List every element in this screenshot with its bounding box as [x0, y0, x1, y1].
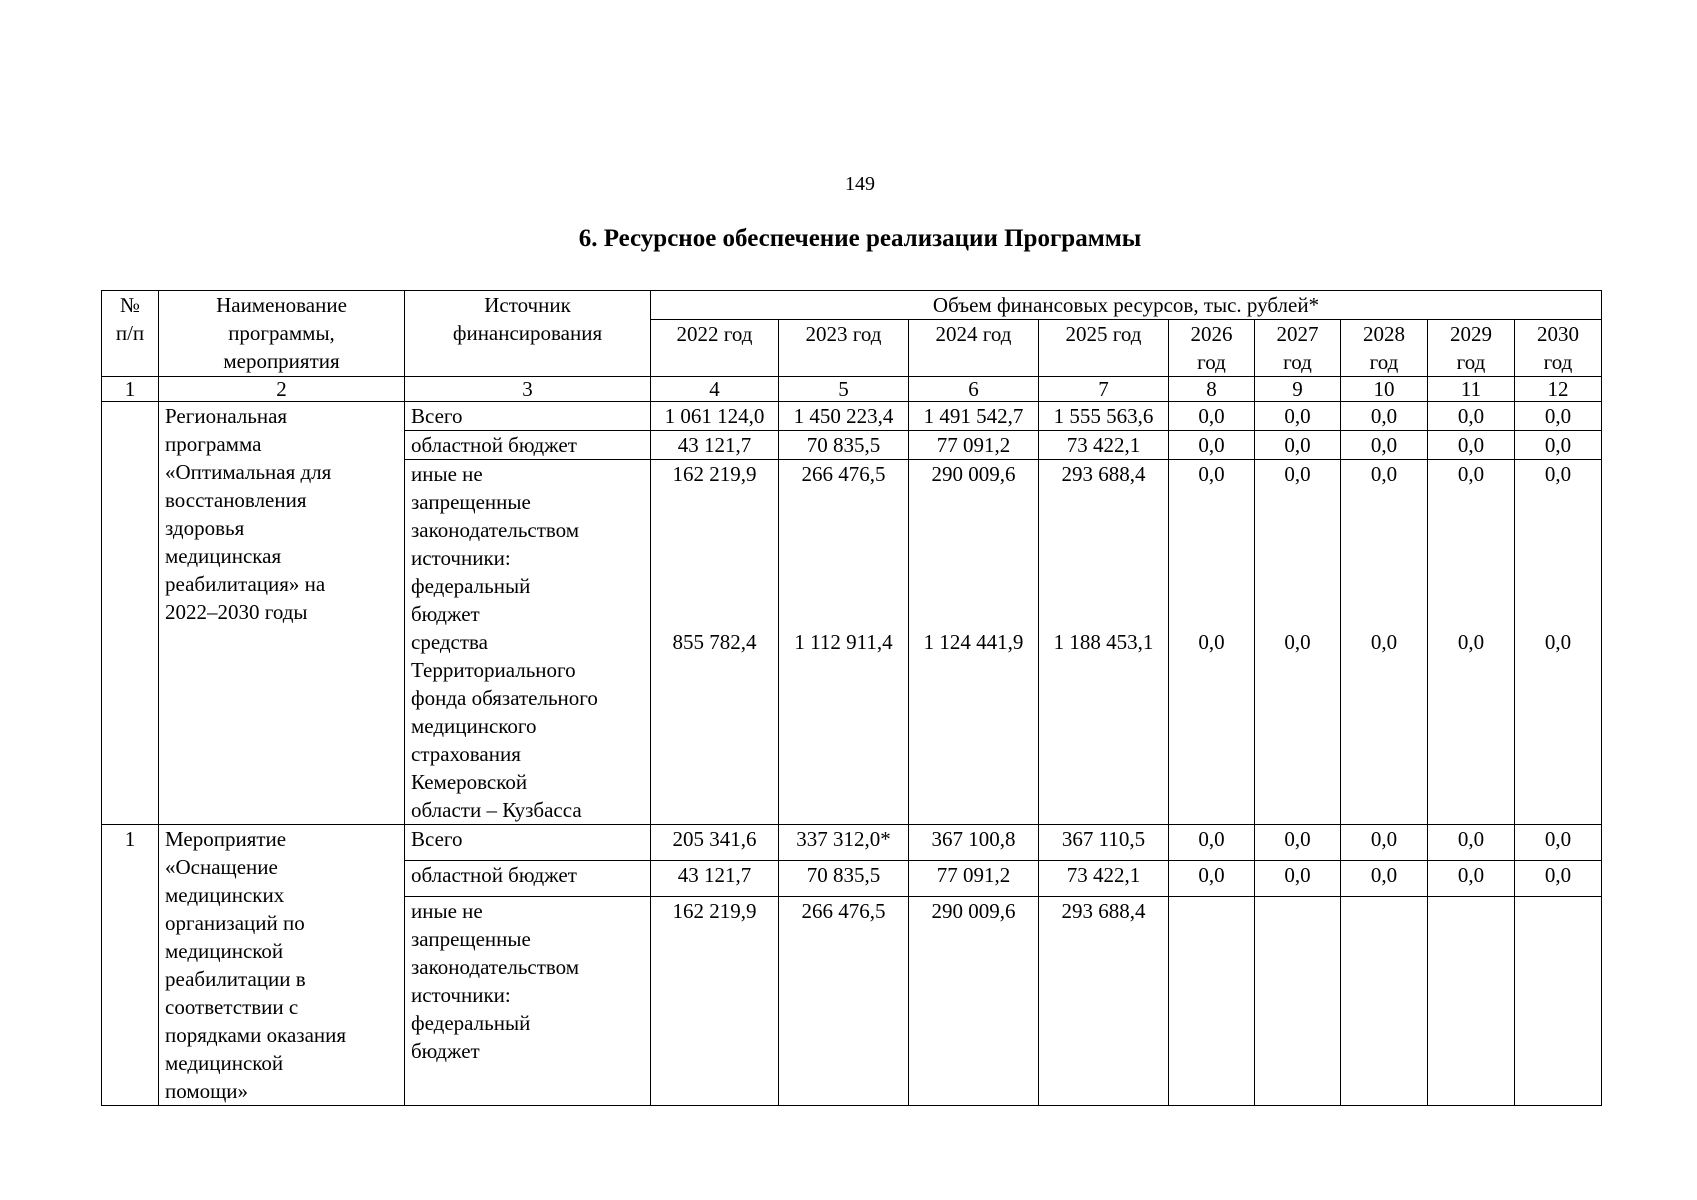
resource-table: [101, 290, 1602, 1106]
value-cell: [1341, 896, 1428, 1105]
value-cell: 70 835,5: [779, 860, 909, 896]
col-number: 3: [405, 377, 651, 402]
value-cell: [1428, 896, 1515, 1105]
table-row: [102, 402, 1602, 431]
value-cell: 162 219,9 855 782,4: [651, 460, 779, 825]
event-name: Мероприятие «Оснащение медицинских организаций по медицинской реабилитации в соответствии с порядками оказания медицинской помощи»: [159, 825, 405, 1106]
value-cell: 290 009,6: [909, 896, 1039, 1105]
value-cell: 0,0: [1169, 860, 1255, 896]
col-number: 6: [909, 377, 1039, 402]
value-cell: 0,0: [1341, 402, 1428, 431]
value-cell: 0,0 0,0: [1515, 460, 1602, 825]
value-cell: 1 555 563,6: [1039, 402, 1169, 431]
value-cell: 70 835,5: [779, 431, 909, 460]
page-number: 149: [845, 173, 875, 195]
value-cell: 0,0: [1255, 431, 1341, 460]
value-cell: 290 009,6 1 124 441,9: [909, 460, 1039, 825]
value-cell: 1 491 542,7: [909, 402, 1039, 431]
value-cell: 0,0: [1341, 431, 1428, 460]
value-cell: 162 219,9: [651, 896, 779, 1105]
value-cell: 0,0: [1428, 860, 1515, 896]
value-cell: 293 688,4: [1039, 896, 1169, 1105]
col-number: 12: [1515, 377, 1602, 402]
col-number: 10: [1341, 377, 1428, 402]
value-cell: [1515, 896, 1602, 1105]
header-year-2023: 2023 год: [779, 320, 909, 377]
header-year-2025: 2025 год: [1039, 320, 1169, 377]
header-year-2024: 2024 год: [909, 320, 1039, 377]
value-cell: 293 688,4 1 188 453,1: [1039, 460, 1169, 825]
header-row-1: [102, 291, 1602, 320]
value-cell: [1169, 896, 1255, 1105]
value-cell: 0,0: [1341, 860, 1428, 896]
header-numbers-row: [102, 377, 1602, 402]
source-cell: иные не запрещенные законодательством источники: федеральный бюджет средства Территориального фонда обязательного медицинского страхования Кемеровской области – Кузбасса: [405, 460, 651, 825]
page-title: 6. Ресурсное обеспечение реализации Программы: [578, 225, 1142, 252]
value-cell: 1 061 124,0: [651, 402, 779, 431]
value-cell: 73 422,1: [1039, 431, 1169, 460]
header-num: № п/п: [102, 291, 159, 377]
value-cell: 266 476,5: [779, 896, 909, 1105]
header-volume: Объем финансовых ресурсов, тыс. рублей*: [651, 291, 1602, 320]
value-cell: 77 091,2: [909, 860, 1039, 896]
value-cell: 367 100,8: [909, 825, 1039, 861]
value-cell: 0,0: [1515, 402, 1602, 431]
col-number: 1: [102, 377, 159, 402]
value-cell: 266 476,5 1 112 911,4: [779, 460, 909, 825]
value-cell: 0,0: [1515, 825, 1602, 861]
value-cell: 73 422,1: [1039, 860, 1169, 896]
header-year-2026: 2026 год: [1169, 320, 1255, 377]
source-cell: иные не запрещенные законодательством источники: федеральный бюджет: [405, 896, 651, 1105]
source-cell: Всего: [405, 402, 651, 431]
header-year-2027: 2027 год: [1255, 320, 1341, 377]
value-cell: 0,0: [1169, 402, 1255, 431]
row-num: 1: [102, 825, 159, 1106]
source-cell: областной бюджет: [405, 431, 651, 460]
header-name: Наименование программы, мероприятия: [159, 291, 405, 377]
col-number: 7: [1039, 377, 1169, 402]
value-cell: 0,0: [1428, 825, 1515, 861]
table-row: [102, 825, 1602, 861]
source-cell: областной бюджет: [405, 860, 651, 896]
header-source: Источник финансирования: [405, 291, 651, 377]
value-cell: 0,0: [1169, 431, 1255, 460]
header-year-2022: 2022 год: [651, 320, 779, 377]
header-year-2029: 2029 год: [1428, 320, 1515, 377]
value-cell: 43 121,7: [651, 860, 779, 896]
program-name: Региональная программа «Оптимальная для восстановления здоровья медицинская реабилитация» на 2022–2030 годы: [159, 402, 405, 825]
value-cell: 0,0: [1255, 825, 1341, 861]
source-cell: Всего: [405, 825, 651, 861]
header-year-2030: 2030 год: [1515, 320, 1602, 377]
value-cell: 0,0: [1255, 860, 1341, 896]
col-number: 2: [159, 377, 405, 402]
value-cell: 0,0 0,0: [1255, 460, 1341, 825]
value-cell: 337 312,0*: [779, 825, 909, 861]
col-number: 5: [779, 377, 909, 402]
col-number: 11: [1428, 377, 1515, 402]
value-cell: 0,0: [1255, 402, 1341, 431]
value-cell: 205 341,6: [651, 825, 779, 861]
value-cell: 0,0: [1428, 402, 1515, 431]
value-cell: 0,0: [1169, 825, 1255, 861]
value-cell: [1255, 896, 1341, 1105]
value-cell: 77 091,2: [909, 431, 1039, 460]
header-year-2028: 2028 год: [1341, 320, 1428, 377]
col-number: 9: [1255, 377, 1341, 402]
row-num: [102, 402, 159, 825]
col-number: 8: [1169, 377, 1255, 402]
value-cell: 0,0 0,0: [1341, 460, 1428, 825]
value-cell: 43 121,7: [651, 431, 779, 460]
value-cell: 0,0: [1428, 431, 1515, 460]
value-cell: 0,0: [1515, 860, 1602, 896]
value-cell: 0,0: [1341, 825, 1428, 861]
value-cell: 0,0 0,0: [1169, 460, 1255, 825]
value-cell: 1 450 223,4: [779, 402, 909, 431]
value-cell: 367 110,5: [1039, 825, 1169, 861]
value-cell: 0,0 0,0: [1428, 460, 1515, 825]
col-number: 4: [651, 377, 779, 402]
value-cell: 0,0: [1515, 431, 1602, 460]
